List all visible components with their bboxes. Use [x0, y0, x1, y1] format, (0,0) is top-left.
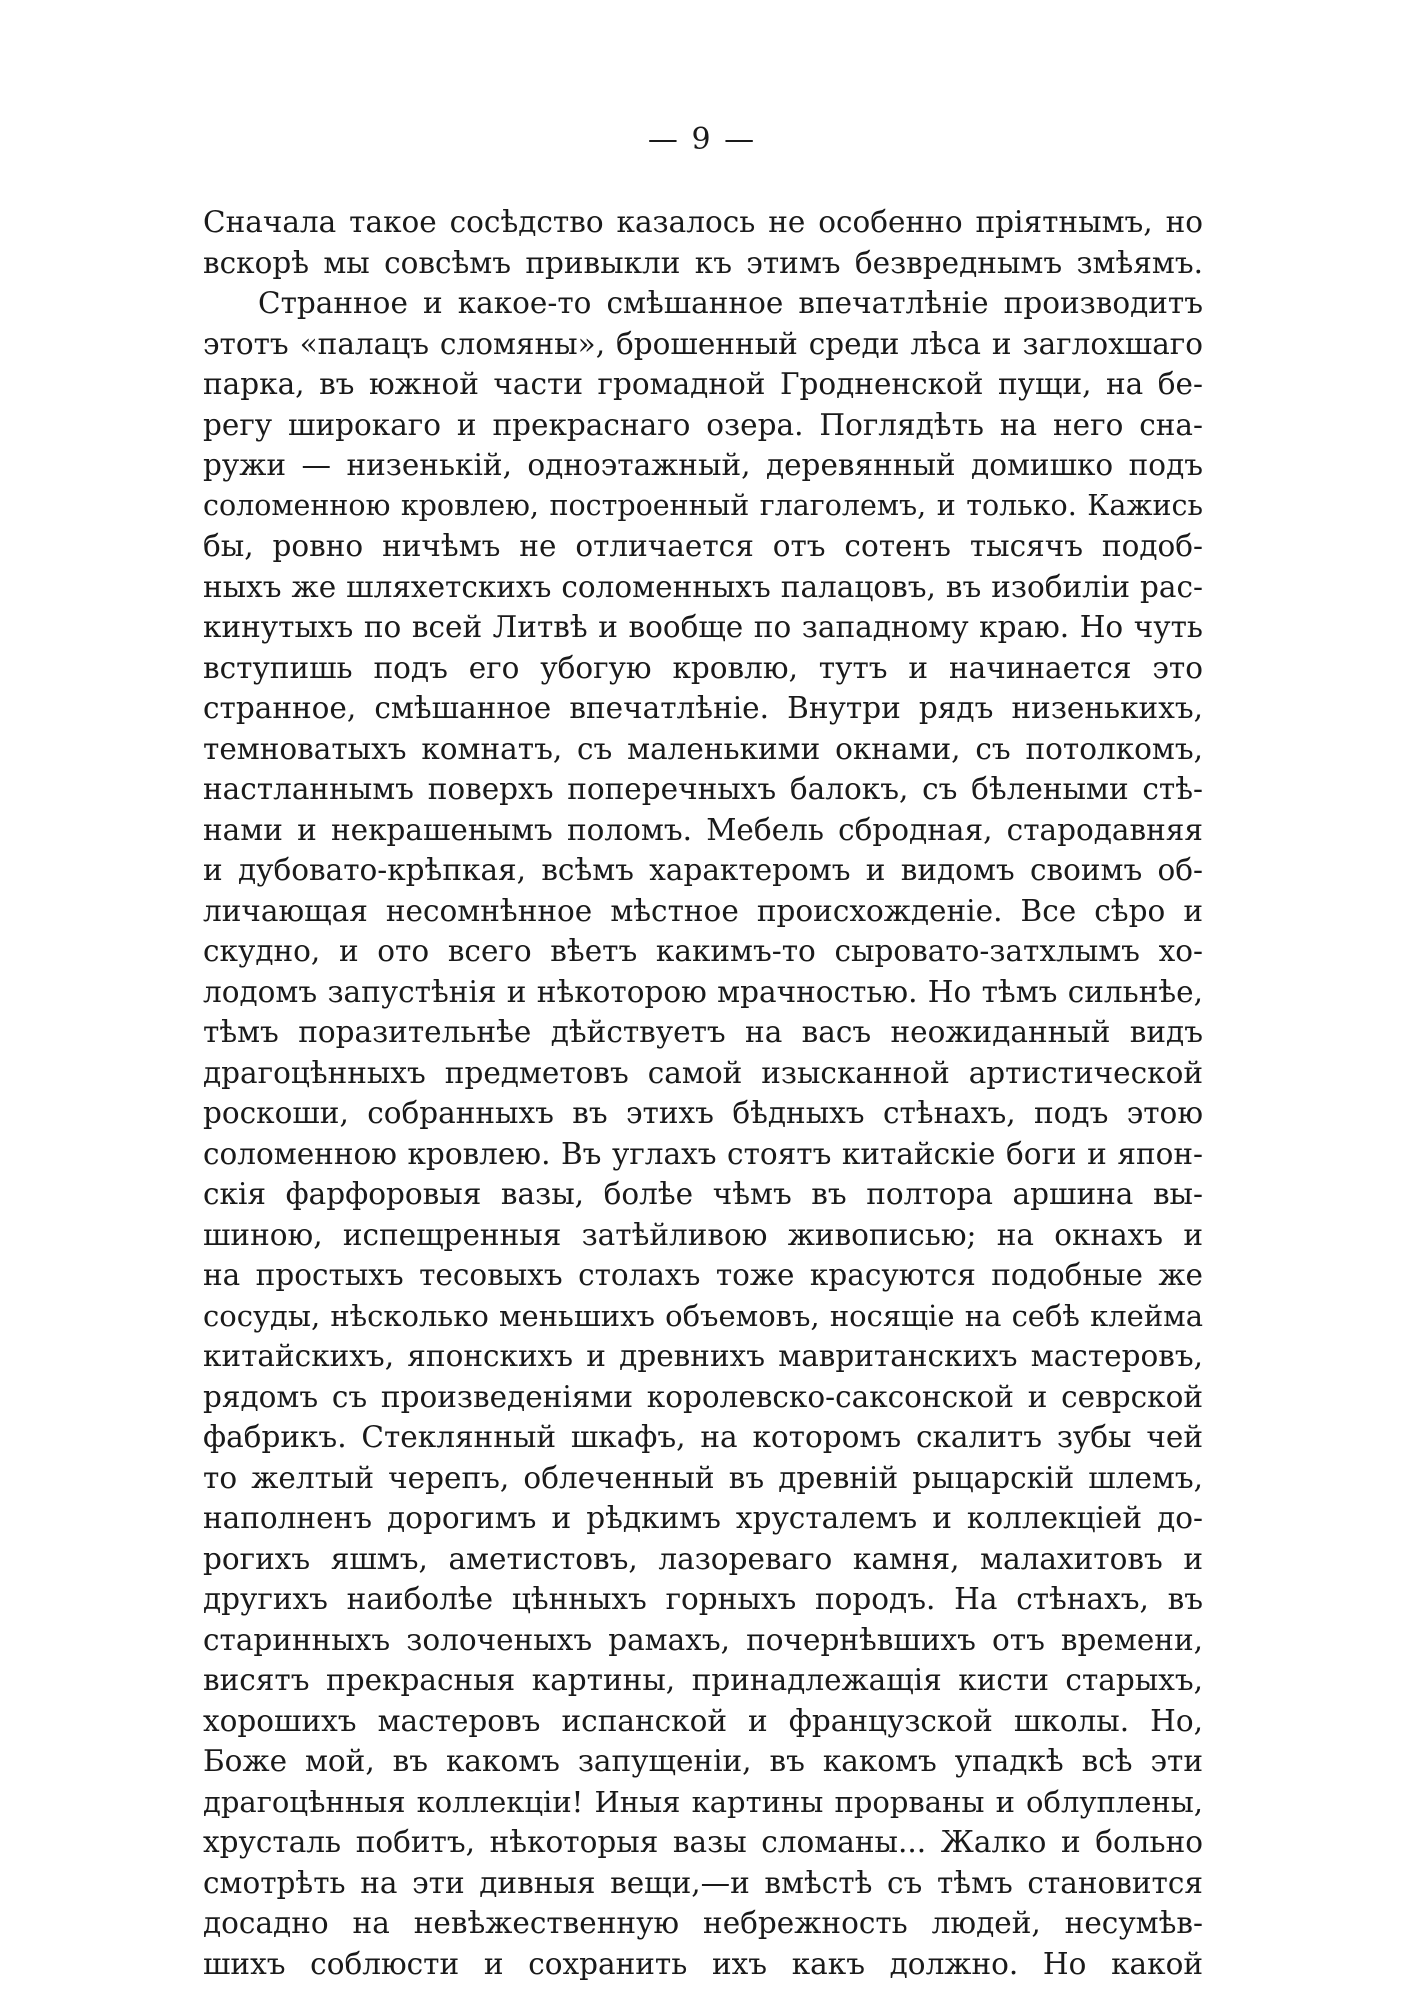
page-number: — 9 — — [647, 122, 757, 157]
text-line: рядомъ съ произведеніями королевско-саксонской и севрской — [203, 1379, 1203, 1414]
text-line: драгоцѣнныя коллекціи! Иныя картины прорваны и облуплены, — [203, 1784, 1203, 1819]
text-line: хорошихъ мастеровъ испанской и французской школы. Но, — [203, 1703, 1203, 1738]
text-line: на простыхъ тесовыхъ столахъ тоже красуются подобные же — [203, 1258, 1203, 1292]
text-line: этотъ «палацъ сломяны», брошенный среди лѣса и заглохшаго — [203, 326, 1203, 361]
text-line: бы, ровно ничѣмъ не отличается отъ сотенъ тысячъ подоб- — [203, 529, 1203, 563]
text-line: другихъ наиболѣе цѣнныхъ горныхъ породъ. На стѣнахъ, въ — [203, 1582, 1203, 1616]
text-line: соломенною кровлею. Въ углахъ стоятъ китайскіе боги и япон- — [203, 1136, 1203, 1171]
text-line: роскоши, собранныхъ въ этихъ бѣдныхъ стѣнахъ, подъ этою — [203, 1096, 1203, 1130]
text-line: фабрикъ. Стеклянный шкафъ, на которомъ скалитъ зубы чей — [203, 1420, 1203, 1454]
text-line: и дубовато-крѣпкая, всѣмъ характеромъ и видомъ своимъ об- — [203, 853, 1203, 887]
text-line: регу широкаго и прекраснаго озера. Поглядѣть на него сна- — [203, 407, 1203, 442]
text-line: рогихъ яшмъ, аметистовъ, лазореваго камня, малахитовъ и — [203, 1541, 1203, 1576]
text-line: темноватыхъ комнатъ, съ маленькими окнами, съ потолкомъ, — [203, 731, 1203, 766]
text-line: скія фарфоровыя вазы, болѣе чѣмъ въ полтора аршина вы- — [203, 1177, 1203, 1211]
text-line: Боже мой, въ какомъ запущеніи, въ какомъ упадкѣ всѣ эти — [203, 1744, 1203, 1778]
text-line: странное, смѣшанное впечатлѣніе. Внутри рядъ низенькихъ, — [203, 691, 1203, 725]
text-line: то желтый черепъ, облеченный въ древній рыцарскій шлемъ, — [203, 1460, 1203, 1495]
text-line: настланнымъ поверхъ поперечныхъ балокъ, съ бѣлеными стѣ- — [203, 772, 1203, 806]
text-line: ружи — низенькій, одноэтажный, деревянный домишко подъ — [203, 448, 1203, 482]
text-line: шихъ соблюсти и сохранить ихъ какъ должно. Но какой — [203, 1946, 1203, 1981]
text-line: Странное и какое-то смѣшанное впечатлѣніе производитъ — [258, 286, 1203, 320]
text-line: ныхъ же шляхетскихъ соломенныхъ палацовъ, въ изобиліи рас- — [203, 569, 1203, 604]
text-line: драгоцѣнныхъ предметовъ самой изысканной артистической — [203, 1055, 1203, 1090]
text-line: вскорѣ мы совсѣмъ привыкли къ этимъ безвреднымъ змѣямъ. — [203, 245, 1203, 280]
text-line: шиною, испещренныя затѣйливою живописью; на окнахъ и — [203, 1217, 1203, 1252]
text-line: соломенною кровлею, построенный глаголемъ, и только. Кажись — [203, 488, 1203, 522]
text-line: сосуды, нѣсколько меньшихъ объемовъ, носящіе на себѣ клейма — [203, 1298, 1203, 1333]
text-line: кинутыхъ по всей Литвѣ и вообще по западному краю. Но чуть — [203, 610, 1203, 644]
text-line: старинныхъ золоченыхъ рамахъ, почернѣвшихъ отъ времени, — [203, 1622, 1203, 1657]
text-line: скудно, и ото всего вѣетъ какимъ-то сыровато-затхлымъ хо- — [203, 934, 1203, 968]
text-line: хрусталь побитъ, нѣкоторыя вазы сломаны... Жалко и больно — [203, 1825, 1203, 1859]
text-line: Сначала такое сосѣдство казалось не особенно пріятнымъ, но — [203, 205, 1203, 239]
text-line: досадно на невѣжественную небрежность людей, несумѣв- — [203, 1906, 1203, 1940]
text-line: висятъ прекрасныя картины, принадлежащія кисти старыхъ, — [203, 1663, 1203, 1697]
text-line: смотрѣть на эти дивныя вещи,—и вмѣстѣ съ тѣмъ становится — [203, 1865, 1203, 1900]
text-line: китайскихъ, японскихъ и древнихъ мавританскихъ мастеровъ, — [203, 1339, 1203, 1373]
text-line: вступишь подъ его убогую кровлю, тутъ и начинается это — [203, 650, 1203, 685]
text-line: тѣмъ поразительнѣе дѣйствуетъ на васъ неожиданный видъ — [203, 1015, 1203, 1049]
text-line: лодомъ запустѣнія и нѣкоторою мрачностью. Но тѣмъ сильнѣе, — [203, 974, 1203, 1009]
text-line: парка, въ южной части громадной Гродненской пущи, на бе- — [203, 367, 1203, 401]
text-line: личающая несомнѣнное мѣстное происхожденіе. Все сѣро и — [203, 893, 1203, 928]
text-line: нами и некрашенымъ поломъ. Мебель сбродная, стародавняя — [203, 812, 1203, 847]
text-line: наполненъ дорогимъ и рѣдкимъ хрусталемъ и коллекціей до- — [203, 1501, 1203, 1535]
body-text — [203, 202, 1203, 1984]
